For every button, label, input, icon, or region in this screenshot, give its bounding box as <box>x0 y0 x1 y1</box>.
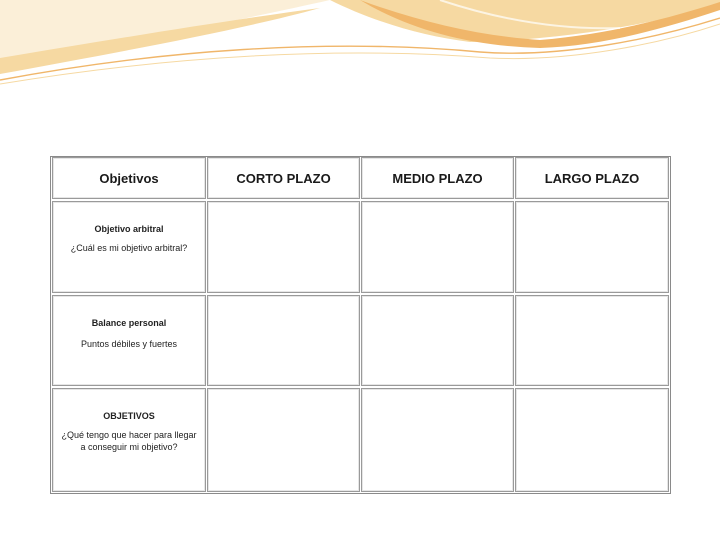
header-objetivos: Objetivos <box>52 157 206 199</box>
cell-corto-plazo[interactable] <box>207 201 360 293</box>
cell-medio-plazo[interactable] <box>361 388 514 492</box>
row-title: Balance personal <box>91 318 167 328</box>
row-description: ¿Cuál es mi objetivo arbitral? <box>70 243 188 253</box>
cell-largo-plazo[interactable] <box>515 201 669 293</box>
header-corto-plazo: CORTO PLAZO <box>207 157 360 199</box>
decorative-header-swoosh <box>0 0 720 90</box>
header-medio-plazo: MEDIO PLAZO <box>361 157 514 199</box>
cell-corto-plazo[interactable] <box>207 295 360 386</box>
cell-corto-plazo[interactable] <box>207 388 360 492</box>
cell-medio-plazo[interactable] <box>361 201 514 293</box>
row-objetivos <box>52 388 206 492</box>
header-largo-plazo: LARGO PLAZO <box>515 157 669 199</box>
cell-largo-plazo[interactable] <box>515 388 669 492</box>
cell-largo-plazo[interactable] <box>515 295 669 386</box>
row-title: OBJETIVOS <box>103 411 155 421</box>
row-title: Objetivo arbitral <box>94 224 164 234</box>
cell-medio-plazo[interactable] <box>361 295 514 386</box>
row-balance-personal <box>52 295 206 386</box>
row-description: Puntos débiles y fuertes <box>80 339 178 349</box>
row-objetivo-arbitral <box>52 201 206 293</box>
row-description: ¿Qué tengo que hacer para llegar a conseguir mi objetivo? <box>61 430 197 452</box>
